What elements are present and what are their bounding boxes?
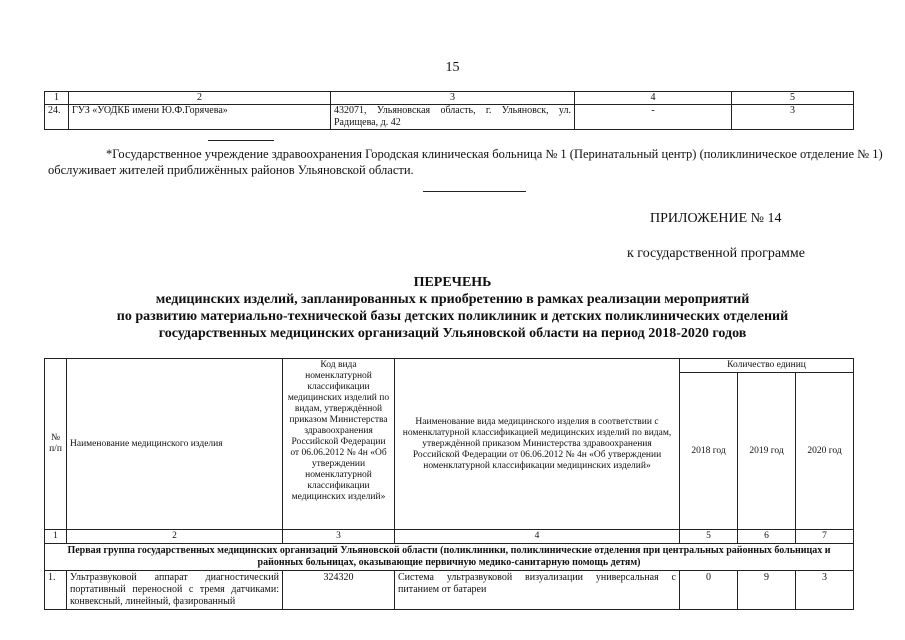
table-header-cell: 1 — [45, 92, 69, 105]
appendix-title: ПРИЛОЖЕНИЕ № 14 — [650, 211, 782, 226]
organization-name: ГУЗ «УОДКБ имени Ю.Ф.Горячева» — [69, 105, 331, 130]
row-number: 1. — [45, 571, 67, 610]
footnote-rule — [208, 140, 274, 141]
table-header-row — [45, 92, 854, 105]
column-number-row — [45, 530, 854, 544]
column-number: 7 — [796, 530, 854, 544]
table-row — [45, 105, 854, 130]
group-row — [45, 544, 854, 571]
quantity-2018: 0 — [680, 571, 738, 610]
document-subheading-line: по развитию материально-технической базы детских поликлиник и детских поликлинических отделений — [116, 309, 789, 324]
column-number: 4 — [395, 530, 680, 544]
row-number: 24. — [45, 105, 69, 130]
cell-col5: 3 — [732, 105, 854, 130]
header-quantity: Количество единиц — [680, 359, 854, 373]
device-code: 324320 — [283, 571, 395, 610]
document-subheading-line: государственных медицинских организаций Ульяновской области на период 2018-2020 годов — [158, 326, 747, 341]
continuation-table — [44, 91, 854, 130]
quantity-2019: 9 — [738, 571, 796, 610]
device-name: Ультразвуковой аппарат диагностический портативный переносной с тремя датчиками: конвексный, линейный, фазированный — [67, 571, 283, 610]
column-number: 6 — [738, 530, 796, 544]
column-number: 1 — [45, 530, 67, 544]
document-subheading-line: медицинских изделий, запланированных к приобретению в рамках реализации мероприятий — [155, 292, 750, 307]
footnote: *Государственное учреждение здравоохранения Городская клиническая больница № 1 (Перинатальный центр) (поликлиническое отделение № 1) обслуживает жителей приближённых районов Ульяновской области. — [48, 147, 883, 177]
page-number: 15 — [445, 60, 460, 75]
table-header-cell: 5 — [732, 92, 854, 105]
group-title: Первая группа государственных медицинских организаций Ульяновской области (поликлиники, поликлинические отделения при центральных районных больницах и районных больницах, оказывающие первичную медико-санитарную помощь детям) — [45, 544, 854, 571]
table-row — [45, 571, 854, 610]
header-device-type: Наименование вида медицинского изделия в соответствии с номенклатурной классификацией медицинских изделий по видам, утверждённой приказом Министерства здравоохранения Российской Федерации от 06.06.2012 № 4н «Об утверждении номенклатурной классификации медицинских изделий» — [395, 359, 680, 530]
header-year-2018: 2018 год — [680, 373, 738, 530]
table-header-row — [45, 359, 854, 373]
header-code: Код вида номенклатурной классификации медицинских изделий по видам, утверждённой приказом Министерства здравоохранения Российской Федерации от 06.06.2012 № 4н «Об утверждении номенклатурной классификации медицинских изделий» — [283, 359, 395, 530]
cell-col4: - — [575, 105, 732, 130]
table-header-cell: 2 — [69, 92, 331, 105]
header-year-2020: 2020 год — [796, 373, 854, 530]
header-year-2019: 2019 год — [738, 373, 796, 530]
quantity-2020: 3 — [796, 571, 854, 610]
separator-rule — [423, 191, 526, 192]
column-number: 2 — [67, 530, 283, 544]
document-heading: ПЕРЕЧЕНЬ — [413, 275, 492, 290]
medical-devices-table — [44, 358, 854, 610]
header-device-name: Наименование медицинского изделия — [67, 359, 283, 530]
column-number: 5 — [680, 530, 738, 544]
header-number: № п/п — [45, 359, 67, 530]
table-header-cell: 3 — [331, 92, 575, 105]
table-header-cell: 4 — [575, 92, 732, 105]
appendix-subtitle: к государственной программе — [627, 246, 805, 261]
column-number: 3 — [283, 530, 395, 544]
device-type: Система ультразвуковой визуализации универсальная с питанием от батареи — [395, 571, 680, 610]
organization-address: 432071, Ульяновская область, г. Ульяновск, ул. Радищева, д. 42 — [331, 105, 575, 130]
